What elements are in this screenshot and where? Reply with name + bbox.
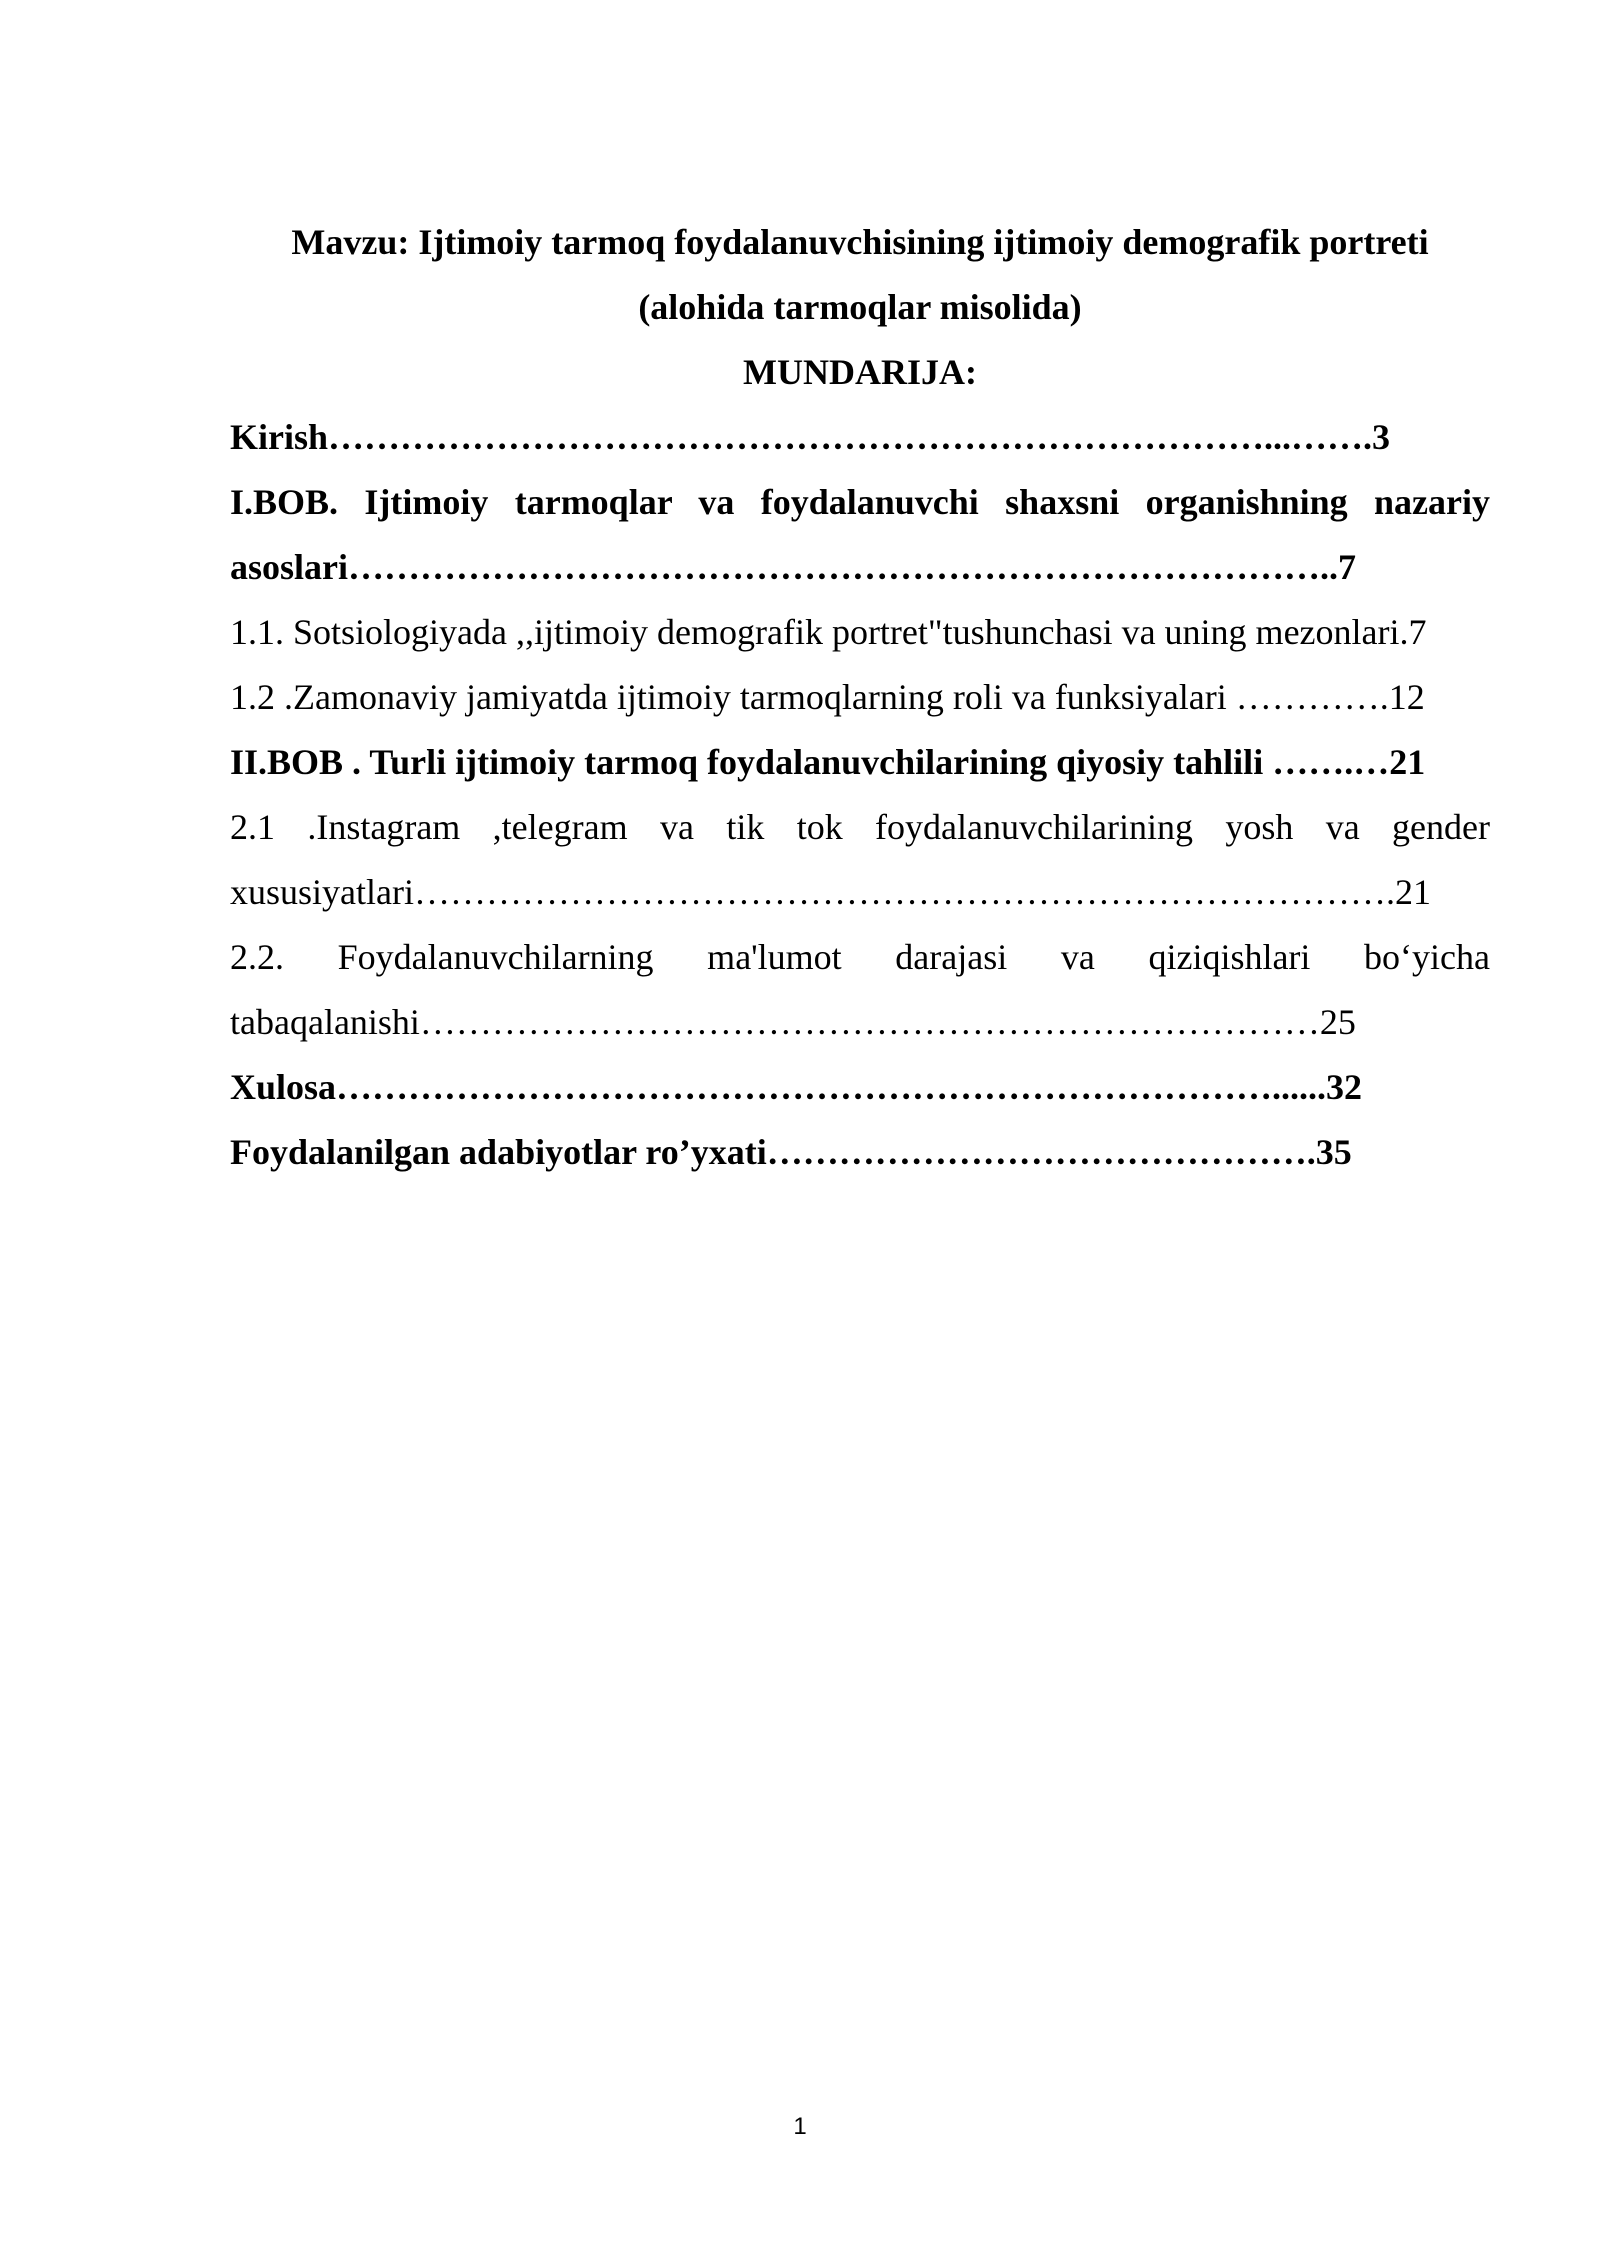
toc-entry-section-1-2: 1.2 .Zamonaviy jamiyatda ijtimoiy tarmoqlarning roli va funksiyalari ………….12 [230, 677, 1425, 717]
toc-entry-section-2-1: 2.1 .Instagram ,telegram va tik tok foydalanuvchilarining yosh va gender [230, 807, 1490, 847]
toc-entry-references: Foydalanilgan adabiyotlar ro’yxati……………………………………….35 [230, 1132, 1352, 1172]
topic-title-line-2: (alohida tarmoqlar misolida) [638, 287, 1082, 327]
toc-entry-kirish: Kirish……………………………………………………………………...…….3 [230, 417, 1391, 457]
toc-entry-chapter-1: I.BOB. Ijtimoiy tarmoqlar va foydalanuvchi shaxsni organishning nazariy [230, 482, 1490, 522]
page-content [230, 210, 1490, 1185]
toc-entry-section-2-1-continued: xususiyatlari……………………………………………………………………….21 [230, 872, 1431, 912]
contents-heading: MUNDARIJA: [743, 352, 977, 392]
toc-entry-chapter-1-continued: asoslari………………………………………………………………………..7 [230, 547, 1357, 587]
toc-entry-xulosa: Xulosa……………………………………………………………………......32 [230, 1067, 1363, 1107]
toc-entry-chapter-2: II.BOB . Turli ijtimoiy tarmoq foydalanuvchilarining qiyosiy tahlili …….…21 [230, 742, 1426, 782]
toc-entry-section-2-2-continued: tabaqalanishi…………………………………………………………………25 [230, 1002, 1356, 1042]
toc-entry-section-1-1: 1.1. Sotsiologiyada ,,ijtimoiy demografik portret"tushunchasi va uning mezonlari.7 [230, 612, 1427, 652]
topic-title-line-1: Mavzu: Ijtimoiy tarmoq foydalanuvchisining ijtimoiy demografik portreti [291, 222, 1429, 262]
toc-entry-section-2-2: 2.2. Foydalanuvchilarning ma'lumot darajasi va qiziqishlari bo‘yicha [230, 937, 1490, 977]
page-number: 1 [793, 2113, 807, 2140]
